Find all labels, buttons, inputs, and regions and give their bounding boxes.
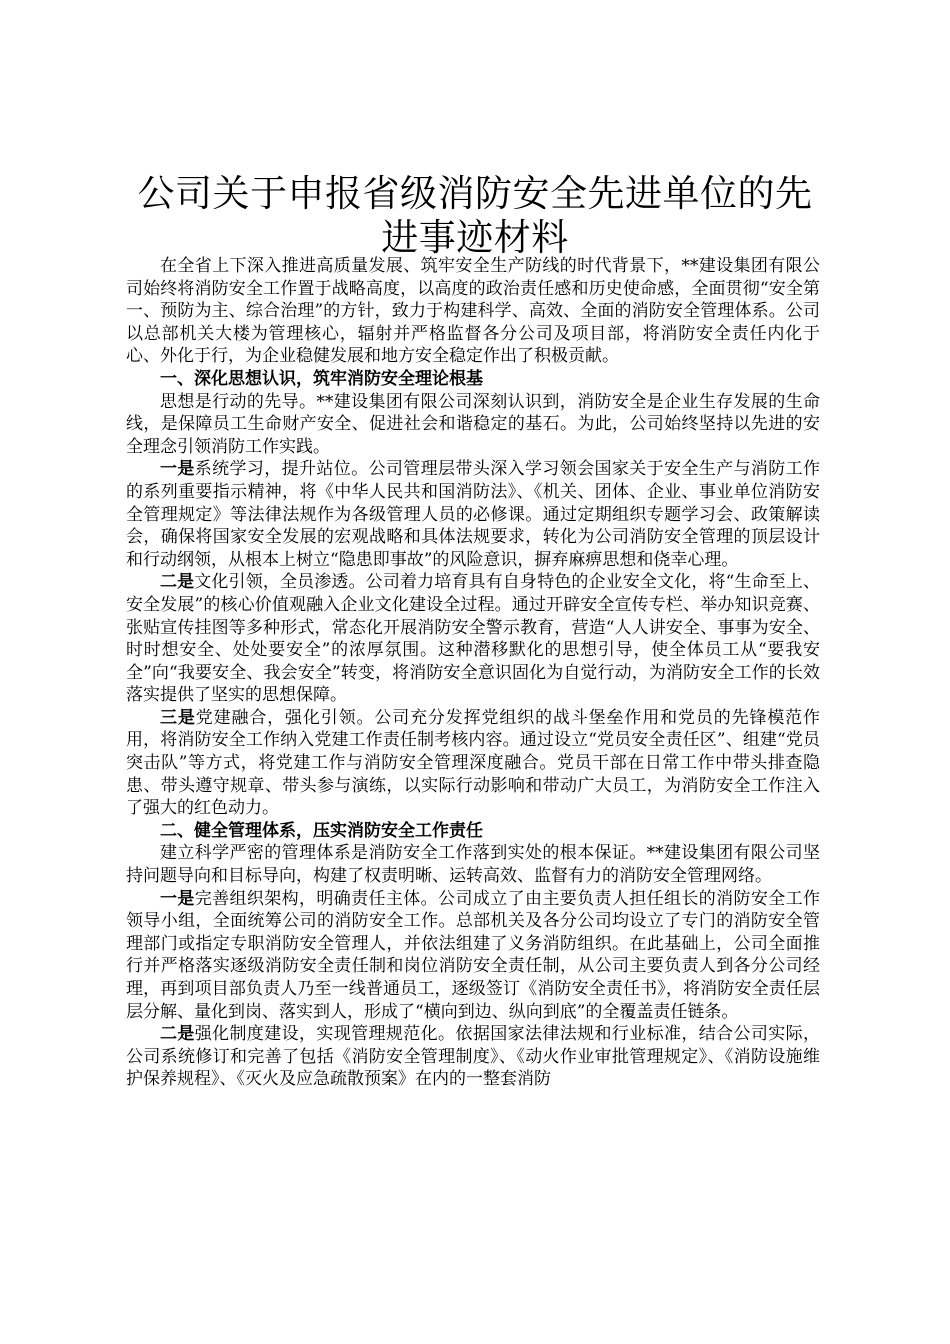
section-2-item-2	[126, 1023, 820, 1091]
section-1-item-2	[126, 571, 820, 707]
item-text: 文化引领，全员渗透。公司着力培育具有自身特色的企业安全文化，将“生命至上、安全发展”的核心价值观融入企业文化建设全过程。通过开辟安全宣传专栏、举办知识竞赛、张贴宣传挂图等多种形式，常态化开展消防安全警示教育，营造“人人讲安全、事事为安全、时时想安全、处处要安全”的浓厚氛围。这种潜移默化的思想引导，使全体员工从“要我安全”向“我要安全、我会安全”转变，将消防安全意识固化为自觉行动，为消防安全工作的长效落实提供了坚实的思想保障。	[126, 572, 820, 706]
section-1-intro: 思想是行动的先导。**建设集团有限公司深刻认识到，消防安全是企业生存发展的生命线，是保障员工生命财产安全、促进社会和谐稳定的基石。为此，公司始终坚持以先进的安全理念引领消防工作实践。	[126, 391, 820, 457]
item-lead: 二是	[160, 572, 195, 593]
item-text: 党建融合，强化引领。公司充分发挥党组织的战斗堡垒作用和党员的先锋模范作用，将消防安全工作纳入党建工作责任制考核内容。通过设立“党员安全责任区”、组建“党员突击队”等方式，将党建工作与消防安全管理深度融合。党员干部在日常工作中带头排查隐患、带头遵守规章、带头参与演练，以实际行动影响和带动广大员工，为消防安全工作注入了强大的红色动力。	[126, 707, 821, 819]
section-1-item-1	[126, 458, 820, 571]
item-lead: 一是	[160, 459, 195, 480]
document-title: 公司关于申报省级消防安全先进单位的先进事迹材料	[137, 172, 813, 259]
item-lead: 一是	[160, 888, 195, 909]
section-2-heading: 二、健全管理体系，压实消防安全工作责任	[160, 820, 483, 841]
section-2-item-1	[126, 888, 820, 1024]
section-2-intro: 建立科学严密的管理体系是消防安全工作落到实处的根本保证。**建设集团有限公司坚持问题导向和目标导向，构建了权责明晰、运转高效、监督有力的消防安全管理网络。	[126, 843, 820, 887]
item-text: 强化制度建设，实现管理规范化。依据国家法律法规和行业标准，结合公司实际，公司系统修订和完善了包括《消防安全管理制度》、《动火作业审批管理规定》、《消防设施维护保养规程》、《灭火及应急疏散预案》在内的一整套消防	[126, 1024, 821, 1090]
item-lead: 三是	[160, 707, 196, 728]
item-text: 完善组织架构，明确责任主体。公司成立了由主要负责人担任组长的消防安全工作领导小组，全面统筹公司的消防安全工作。总部机关及各分公司均设立了专门的消防安全管理部门或指定专职消防安全管理人，并依法组建了义务消防组织。在此基础上，公司全面推行并严格落实逐级消防安全责任制和岗位消防安全责任制，从公司主要负责人到各分公司经理，再到项目部负责人乃至一线普通员工，逐级签订《消防安全责任书》，将消防安全责任层层分解、量化到岗、落实到人，形成了“横向到边、纵向到底”的全覆盖责任链条。	[126, 888, 821, 1022]
item-lead: 二是	[160, 1024, 195, 1045]
intro-paragraph: 在全省上下深入推进高质量发展、筑牢安全生产防线的时代背景下，**建设集团有限公司始终将消防安全工作置于战略高度，以高度的政治责任感和历史使命感，全面贯彻“安全第一、预防为主、综合治理”的方针，致力于构建科学、高效、全面的消防安全管理体系。公司以总部机关大楼为管理核心，辐射并严格监督各分公司及项目部，将消防安全责任内化于心、外化于行，为企业稳健发展和地方安全稳定作出了积极贡献。	[126, 256, 820, 367]
item-text: 系统学习，提升站位。公司管理层带头深入学习领会国家关于安全生产与消防工作的系列重要指示精神，将《中华人民共和国消防法》、《机关、团体、企业、事业单位消防安全管理规定》等法律法规作为各级管理人员的必修课。通过定期组织专题学习会、政策解读会，确保将国家安全发展的宏观战略和具体法规要求，转化为公司消防安全管理的顶层设计和行动纲领，从根本上树立“隐患即事故”的风险意识，摒弃麻痹思想和侥幸心理。	[126, 459, 821, 570]
document-body	[126, 255, 820, 1091]
section-1-item-3	[126, 707, 820, 820]
section-1-heading: 一、深化思想认识，筑牢消防安全理论根基	[160, 368, 483, 389]
